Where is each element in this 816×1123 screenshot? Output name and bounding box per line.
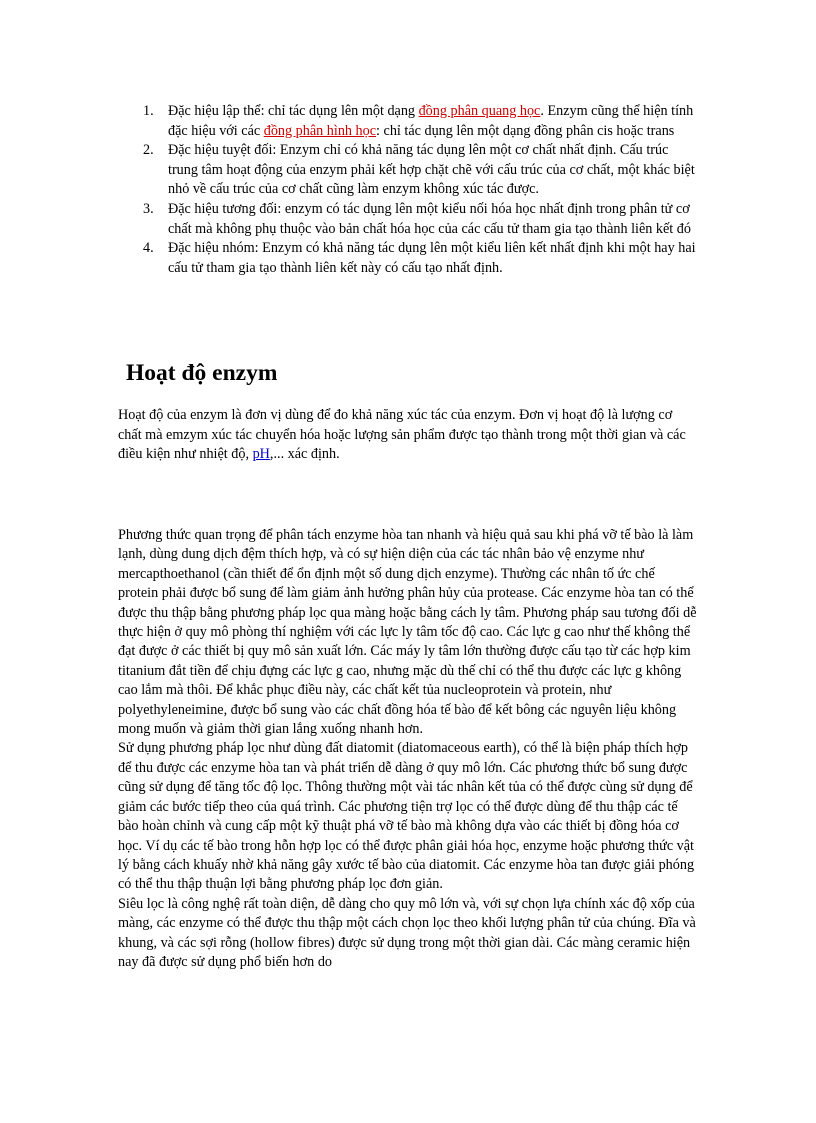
list-number: 3. xyxy=(143,200,154,217)
paragraph-text: ,... xác định. xyxy=(269,446,340,463)
list-item xyxy=(118,141,698,200)
paragraph: Siêu lọc là công nghệ rất toàn diện, dễ dàng cho quy mô lớn và, với sự chọn lựa chính xác độ xốp của màng, các enzyme có thể được thu thập một cách chọn lọc theo khối lượng phân tử của chúng. Đĩa và khung, và các sợi rỗng (hollow fibres) được sử dụng trong một thời gian dài. Các màng ceramic hiện nay đã được sử dụng phổ biến hơn do xyxy=(118,895,696,970)
list-item-text: : chỉ tác dụng lên một dạng đồng phân cis hoặc trans xyxy=(376,122,675,139)
paragraph: Sử dụng phương pháp lọc như dùng đất diatomit (diatomaceous earth), có thể là biện pháp thích hợp để thu được các enzyme hòa tan và phát triển dễ dàng ở quy mô lớn. Các phương thức bổ sung được cũng sử dụng để tăng tốc độ lọc. Thông thường một vài tác nhân kết tủa có thể được cùng sử dụng để giảm các bước tiếp theo của quá trình. Các phương tiện trợ lọc có thể được dùng để thu thập các tế bào hoàn chỉnh và cung cấp một kỹ thuật phá vỡ tế bào mà không dựa vào các thiết bị đồng hóa cơ học. Ví dụ các tế bào trong hỗn hợp lọc có thể được phân giải hóa học, enzyme hoặc phương thức vật lý bằng cách khuấy nhờ khả năng gây xước tế bào của diatomit. Các enzyme hòa tan được giải phóng có thể thu thập thuận lợi bằng phương pháp lọc đơn giản. xyxy=(118,740,695,893)
list-number: 2. xyxy=(143,142,154,159)
list-item xyxy=(118,102,698,141)
intro-paragraph xyxy=(118,406,698,465)
list-item-text: . Enzym cũng thể hiện tính đặc hiệu với các xyxy=(168,103,694,139)
link-ph[interactable]: pH xyxy=(252,446,270,463)
list-item-text: Đặc hiệu tương đối: enzym có tác dụng lên một kiểu nối hóa học nhất định trong phân tử cơ chất mà không phụ thuộc vào bản chất hóa học của các cấu tử tham gia tạo thành liên kết đó xyxy=(168,200,691,237)
specificity-list xyxy=(118,102,698,278)
list-item xyxy=(118,239,698,278)
list-number: 4. xyxy=(143,240,154,257)
list-number: 1. xyxy=(143,103,154,119)
section-title: Hoạt độ enzym xyxy=(126,360,278,386)
list-item-text: Đặc hiệu nhóm: Enzym có khả năng tác dụng lên một kiểu liên kết nhất định khi một hay hai cấu tử tham gia tạo thành liên kết này có cấu tạo nhất định. xyxy=(168,240,696,276)
paragraph-text: Hoạt độ của enzym là đơn vị dùng để đo khả năng xúc tác của enzym. Đơn vị hoạt độ là lượng cơ chất mà emzym xúc tác chuyển hóa hoặc lượng sản phẩm được tạo thành trong một thời gian và các điều kiện như nhiệt độ, xyxy=(118,407,686,463)
list-item-text: Đặc hiệu lập thể: chỉ tác dụng lên một dạng xyxy=(168,103,419,119)
paragraph: Phương thức quan trọng để phân tách enzyme hòa tan nhanh và hiệu quả sau khi phá vỡ tế bào là làm lạnh, dùng dung dịch đệm thích hợp, và có sự hiện diện của các tác nhân bảo vệ enzyme như mercapthoethanol (cần thiết để ổn định một số dung dịch enzyme). Thường các nhân tố ức chế protein phải được bổ sung để làm giảm ảnh hưởng phân hủy của protease. Các enzyme hòa tan có thể được thu thập bằng phương pháp lọc qua màng hoặc bằng cách ly tâm. Phương pháp sau tương đối dễ thực hiện ở quy mô phòng thí nghiệm với các lực ly tâm tốc độ cao. Các lực g cao như thế không thể đạt được ở các thiết bị quy mô sản xuất lớn. Các máy ly tâm lớn thường được cấu tạo từ các hợp kim titanium đắt tiền để chịu đựng các lực g cao, nhưng mặc dù thế chỉ có thể thu được các lực g không cao lắm mà thôi. Để khắc phục điều này, các chất kết tủa nucleoprotein và protein, như polyethyleneimine, được bổ sung vào các chất đồng hóa tế bào để kết bông các nguyên liệu không mong muốn và giảm thời gian lắng xuống nhanh hơn. xyxy=(118,527,697,738)
list-item xyxy=(118,200,698,239)
list-item-text: Đặc hiệu tuyệt đối: Enzym chỉ có khả năng tác dụng lên một cơ chất nhất định. Cấu trúc trung tâm hoạt động của enzym phải kết hợp chặt chẽ với cấu trúc của cơ chất, một khác biệt nhỏ về cấu trúc của cơ chất cũng làm enzym không xúc tác được. xyxy=(168,142,695,198)
link-optical-isomer[interactable]: đồng phân quang học xyxy=(418,103,541,119)
link-geometric-isomer[interactable]: đồng phân hình học xyxy=(263,122,377,139)
method-paragraphs xyxy=(118,526,698,972)
